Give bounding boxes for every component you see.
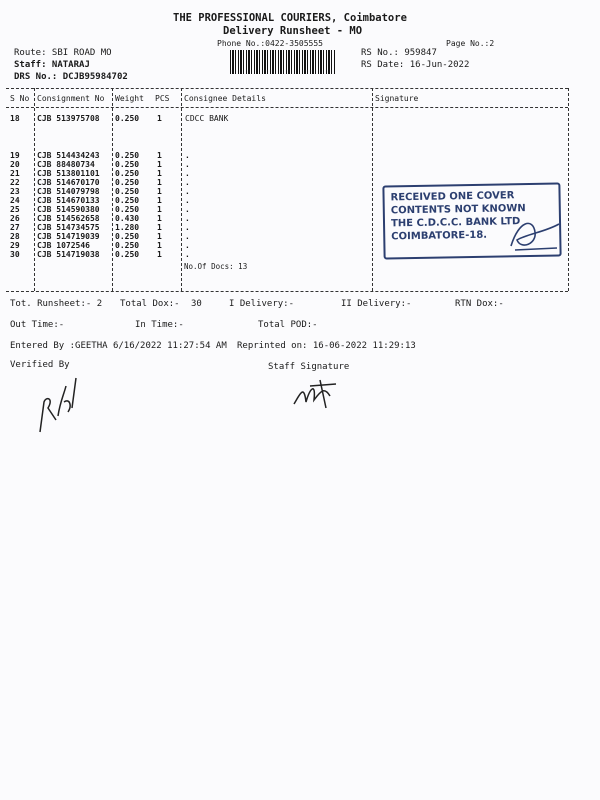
row-weight: 0.250	[115, 232, 140, 241]
row-consignee: .	[185, 250, 190, 259]
table-bottom-rule	[6, 291, 568, 292]
row-pcs: 1	[157, 196, 162, 205]
row-consignment: CJB 88480734	[37, 160, 95, 169]
row-consignment: CJB 514434243	[37, 151, 100, 160]
row-consignment: CJB 514734575	[37, 223, 100, 232]
row-weight: 0.430	[115, 214, 140, 223]
row-consignee: .	[185, 196, 190, 205]
row-sno: 23	[10, 187, 20, 196]
total-pod: Total POD:-	[258, 320, 318, 330]
row-consignment: CJB 1072546	[37, 241, 90, 250]
row-consignee: .	[185, 187, 190, 196]
route: Route: SBI ROAD MO	[14, 48, 112, 58]
row-pcs: 1	[157, 250, 162, 259]
row-consignment: CJB 514670170	[37, 178, 100, 187]
row-consignee: .	[185, 160, 190, 169]
ii-delivery: II Delivery:-	[341, 299, 412, 309]
row-sno: 20	[10, 160, 20, 169]
row-weight: 0.250	[115, 114, 140, 123]
row-pcs: 1	[157, 160, 162, 169]
total-dox-label: Total Dox:-	[120, 299, 180, 309]
rs-date: RS Date: 16-Jun-2022	[361, 60, 470, 70]
stamp-line: COIMBATORE-18.	[391, 229, 488, 243]
col-divider	[568, 88, 569, 291]
no-of-docs: No.Of Docs: 13	[184, 262, 248, 271]
row-consignee: .	[185, 169, 190, 178]
phone-number: Phone No.:0422-3505555	[217, 39, 323, 48]
drs-number: DRS No.: DCJB95984702	[14, 72, 128, 82]
row-pcs: 1	[157, 114, 162, 123]
col-divider	[372, 88, 373, 291]
row-consignee: CDCC BANK	[185, 114, 229, 123]
row-weight: 0.250	[115, 169, 140, 178]
row-sno: 24	[10, 196, 20, 205]
row-consignee: .	[185, 178, 190, 187]
row-consignment: CJB 513801101	[37, 169, 100, 178]
row-pcs: 1	[157, 178, 162, 187]
row-pcs: 1	[157, 241, 162, 250]
row-consignment: CJB 514562658	[37, 214, 100, 223]
row-sno: 19	[10, 151, 20, 160]
col-header-pcs: PCS	[155, 94, 170, 103]
reprinted-on: Reprinted on: 16-06-2022 11:29:13	[237, 341, 416, 351]
row-consignment: CJB 514719039	[37, 232, 100, 241]
in-time: In Time:-	[135, 320, 184, 330]
i-delivery: I Delivery:-	[229, 299, 295, 309]
total-dox-value: 30	[191, 299, 202, 309]
col-divider	[181, 88, 182, 291]
staff-signature-label: Staff Signature	[268, 362, 350, 372]
row-sno: 21	[10, 169, 20, 178]
col-header-signature: Signature	[375, 94, 419, 103]
row-weight: 0.250	[115, 160, 140, 169]
row-consignee: .	[185, 241, 190, 250]
row-pcs: 1	[157, 232, 162, 241]
row-sno: 29	[10, 241, 20, 250]
row-weight: 0.250	[115, 187, 140, 196]
row-sno: 25	[10, 205, 20, 214]
row-consignment: CJB 514590380	[37, 205, 100, 214]
out-time: Out Time:-	[10, 320, 65, 330]
row-consignment: CJB 514079798	[37, 187, 100, 196]
staff-name: Staff: NATARAJ	[14, 60, 90, 70]
col-header-consignment: Consignment No	[37, 94, 105, 103]
entered-by: Entered By :GEETHA 6/16/2022 11:27:54 AM	[10, 341, 227, 351]
row-weight: 0.250	[115, 205, 140, 214]
row-pcs: 1	[157, 205, 162, 214]
verified-by-label: Verified By	[10, 360, 70, 370]
barcode	[230, 50, 336, 74]
table-header-rule	[6, 107, 568, 108]
table-top-rule	[6, 88, 568, 89]
row-sno: 26	[10, 214, 20, 223]
row-sno: 18	[10, 114, 20, 123]
stamp-line: CONTENTS NOT KNOWN	[390, 203, 526, 217]
stamp-line: THE C.D.C.C. BANK LTD	[390, 216, 521, 230]
col-header-weight: Weight	[115, 94, 144, 103]
verifier-signature-icon	[28, 372, 82, 438]
row-consignment: CJB 514719038	[37, 250, 100, 259]
rs-number: RS No.: 959847	[361, 48, 437, 58]
col-divider	[112, 88, 113, 291]
row-consignment: CJB 514670133	[37, 196, 100, 205]
row-consignee: .	[185, 232, 190, 241]
receiver-signature-icon	[505, 210, 563, 256]
row-weight: 0.250	[115, 250, 140, 259]
row-weight: 0.250	[115, 151, 140, 160]
company-name: THE PROFESSIONAL COURIERS, Coimbatore	[173, 12, 407, 24]
col-divider	[34, 88, 35, 291]
row-pcs: 1	[157, 151, 162, 160]
total-runsheet: Tot. Runsheet:- 2	[10, 299, 103, 309]
row-pcs: 1	[157, 214, 162, 223]
stamp-line: RECEIVED ONE COVER	[390, 190, 515, 204]
row-sno: 28	[10, 232, 20, 241]
row-pcs: 1	[157, 223, 162, 232]
staff-signature-icon	[290, 372, 342, 412]
document-title: Delivery Runsheet - MO	[223, 25, 363, 37]
row-consignee: .	[185, 214, 190, 223]
row-weight: 0.250	[115, 196, 140, 205]
row-weight: 1.280	[115, 223, 140, 232]
row-sno: 22	[10, 178, 20, 187]
rtn-dox: RTN Dox:-	[455, 299, 504, 309]
row-sno: 27	[10, 223, 20, 232]
page-number: Page No.:2	[446, 39, 495, 48]
col-header-sno: S No	[10, 94, 30, 103]
row-consignee: .	[185, 223, 190, 232]
row-consignee: .	[185, 205, 190, 214]
row-weight: 0.250	[115, 178, 140, 187]
row-sno: 30	[10, 250, 20, 259]
row-pcs: 1	[157, 187, 162, 196]
row-consignee: .	[185, 151, 190, 160]
row-consignment: CJB 513975708	[37, 114, 100, 123]
row-weight: 0.250	[115, 241, 140, 250]
col-header-consignee: Consignee Details	[184, 94, 266, 103]
row-pcs: 1	[157, 169, 162, 178]
